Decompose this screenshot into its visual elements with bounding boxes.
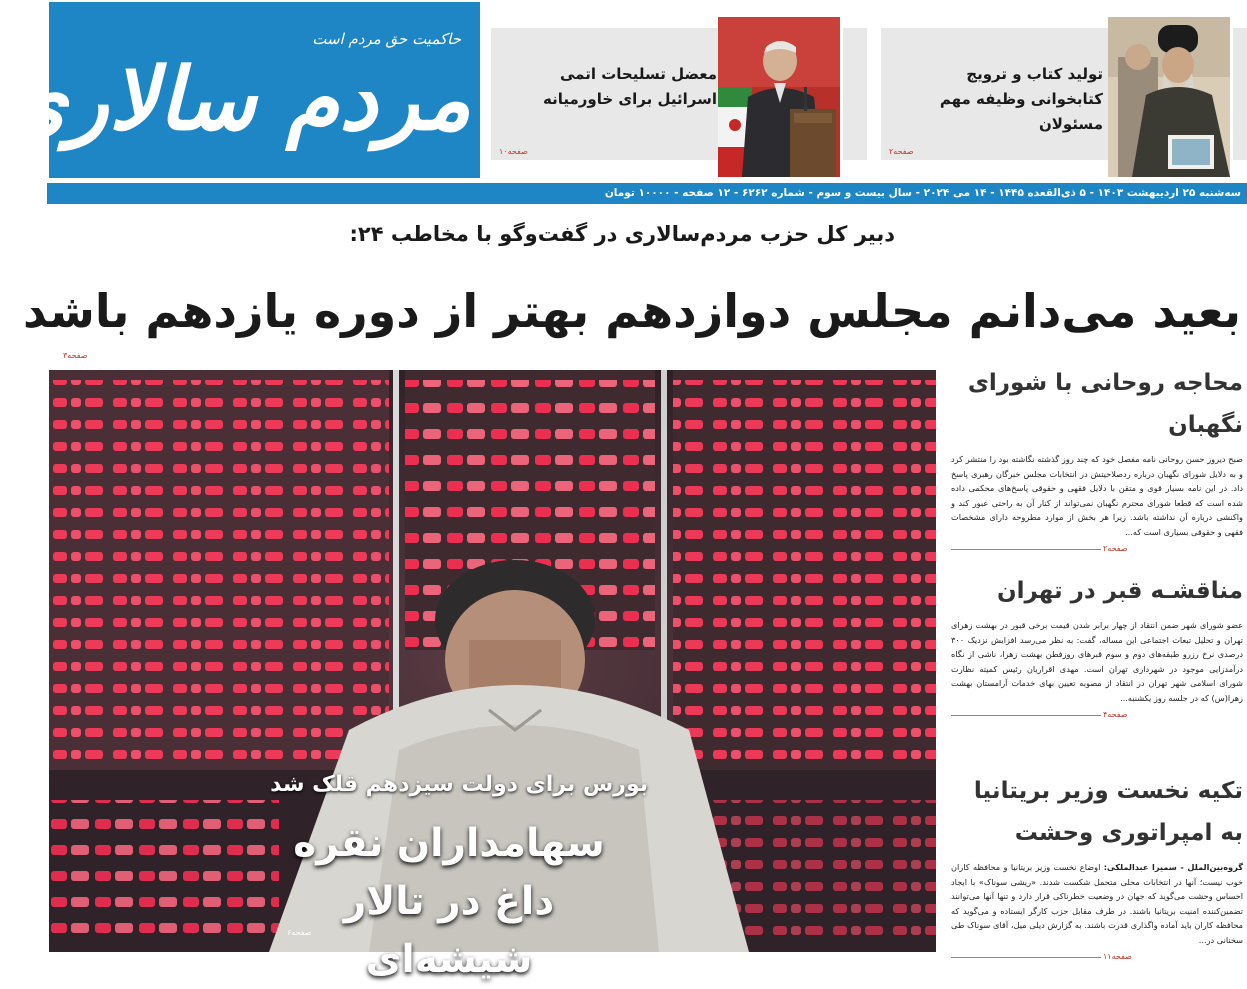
photo-story-overline: بورس برای دولت سیزدهم قلک شد <box>270 772 648 797</box>
logo-tagline: حاکمیت حق مردم است <box>312 30 461 48</box>
story-title: محاجه روحانی با شورای نگهبان <box>967 370 1243 438</box>
dateline: سه‌شنبه ۲۵ اردیبهشت ۱۴۰۳ - ۵ ذی‌القعده ۱۴۴۵ - ۱۴ می ۲۰۲۴ - سال بیست و سوم - شماره ۶۲۶۲ - ۱۲ صفحه - ۱۰۰۰۰ تومان <box>47 183 1247 204</box>
page-reference: صفحه۶ <box>287 928 312 937</box>
story-body <box>951 860 1243 947</box>
teaser-book-publishing[interactable] <box>881 28 1247 160</box>
page-reference: صفحه۴ <box>1103 710 1128 719</box>
story-rouhani[interactable] <box>951 362 1243 555</box>
story-uk-prime-minister[interactable] <box>951 770 1243 963</box>
right-column <box>951 362 1243 968</box>
masthead <box>0 0 1247 182</box>
story-title: مناقشـه قبر در تهران <box>996 578 1243 604</box>
page-reference: صفحه۲ <box>889 147 914 156</box>
lead-kicker: دبیر کل حزب مردم‌سالاری در گفت‌وگو با مخاطب ۲۴: <box>349 222 895 246</box>
story-body: عضو شورای شهر ضمن انتقاد از چهار برابر شدن قیمت برخی قبور در بهشت زهرای تهران و تحلیل تبعات اجتماعی این مساله، گفت: به نظر می‌رسد افزایش نزدیک ۳۰۰ درصدی نرخ رزرو طبقه‌های دوم و سوم قبرهای روزفطن بهشت زهرا، ناشی از نگاه درآمدزایی موجود در شهرداری تهران است. مهدی اقراریان رئیس کمیته نظارت شورای اسلامی شهر تهران در انتقاد از مصوبه تعیین بهای خدمات آرامستان بهشت زهرا(س) که در جلسه روز یکشنبه... <box>951 620 1243 703</box>
logo-wordmark: مردم سالاری <box>0 49 471 150</box>
story-page-line <box>951 545 1243 555</box>
story-byline: گروه‌بین‌الملل - سمیرا عبدالملکی: <box>1103 862 1244 872</box>
story-body-text: اوضاع نخست وزیر بریتانیا و محافظه کاران خوب نیست؛ آنها در انتخابات محلی متحمل شکست شدند. «ریشی سوناک» با ایجاد احساس وحشت می‌گوید که جهان در وضعیت خطرناکی قرار دارد و تنها آنها می‌توانند تضمین‌کننده امنیت بریتانیا باشند. در طرف مقابل حزب کارگر ایستاده و می‌گوید که محافظه کاران باید آماده واگذاری قدرت باشند. به گزارش دیلی میل، آقای سوناک طی سخنانی در... <box>951 862 1243 945</box>
page-reference: صفحه۲ <box>1103 544 1128 553</box>
teaser-photo-speaker <box>721 14 843 174</box>
page-reference: صفحه۱۱ <box>1103 952 1132 961</box>
teaser-israel-nuclear[interactable] <box>491 28 867 160</box>
page-reference: صفحه۱۰ <box>499 147 528 156</box>
teaser-photo-leader-image <box>1108 17 1230 177</box>
teaser-title: معضل تسلیحات اتمی اسرائیل برای خاورمیانه <box>543 65 717 108</box>
story-body: صبح دیروز حسن روحانی نامه مفصل خود که چند روز گذشته نگاشته بود را منتشر کرد و به دلایل شورای نگهبان درباره ردصلاحیتش در انتخابات مجلس خبرگان رهبری پاسخ داد. در این نامه بسیار قوی و متقن با دلایل فقهی و حقوقی پاسخ‌های محکمی داده شده است که قطعا شورای محترم نگهبان نمی‌تواند از کنار آن به راحتی عبور کند و واکنشی درباره آن نداشته باشد. زیرا هر بخش از موارد مطروحه دارای مشخصات فقهی و حقوقی بسیاری است که... <box>951 454 1243 537</box>
page-reference: صفحه۳ <box>63 351 88 360</box>
divider <box>951 715 1101 716</box>
newspaper-logo[interactable] <box>0 2 480 178</box>
teaser-title: تولید کتاب و ترویج کتابخوانی وظیفه مهم مسئولان <box>939 65 1103 133</box>
teaser-photo-speaker-image <box>718 17 840 177</box>
story-grave-dispute[interactable] <box>951 570 1243 721</box>
story-page-line <box>951 953 1243 963</box>
story-page-line <box>951 711 1243 721</box>
photo-story-title[interactable]: سهامداران نقره داغ در تالار شیشه‌ای <box>293 821 605 982</box>
story-title: تکیه نخست وزیر بریتانیا به امپراتوری وحشت <box>973 778 1243 846</box>
stock-exchange-photo[interactable] <box>49 370 936 982</box>
teaser-photo-leader <box>1111 14 1233 174</box>
divider <box>951 957 1101 958</box>
divider <box>951 549 1101 550</box>
lead-headline[interactable]: بعید می‌دانم مجلس دوازدهم بهتر از دوره یازدهم باشد <box>23 284 1241 338</box>
